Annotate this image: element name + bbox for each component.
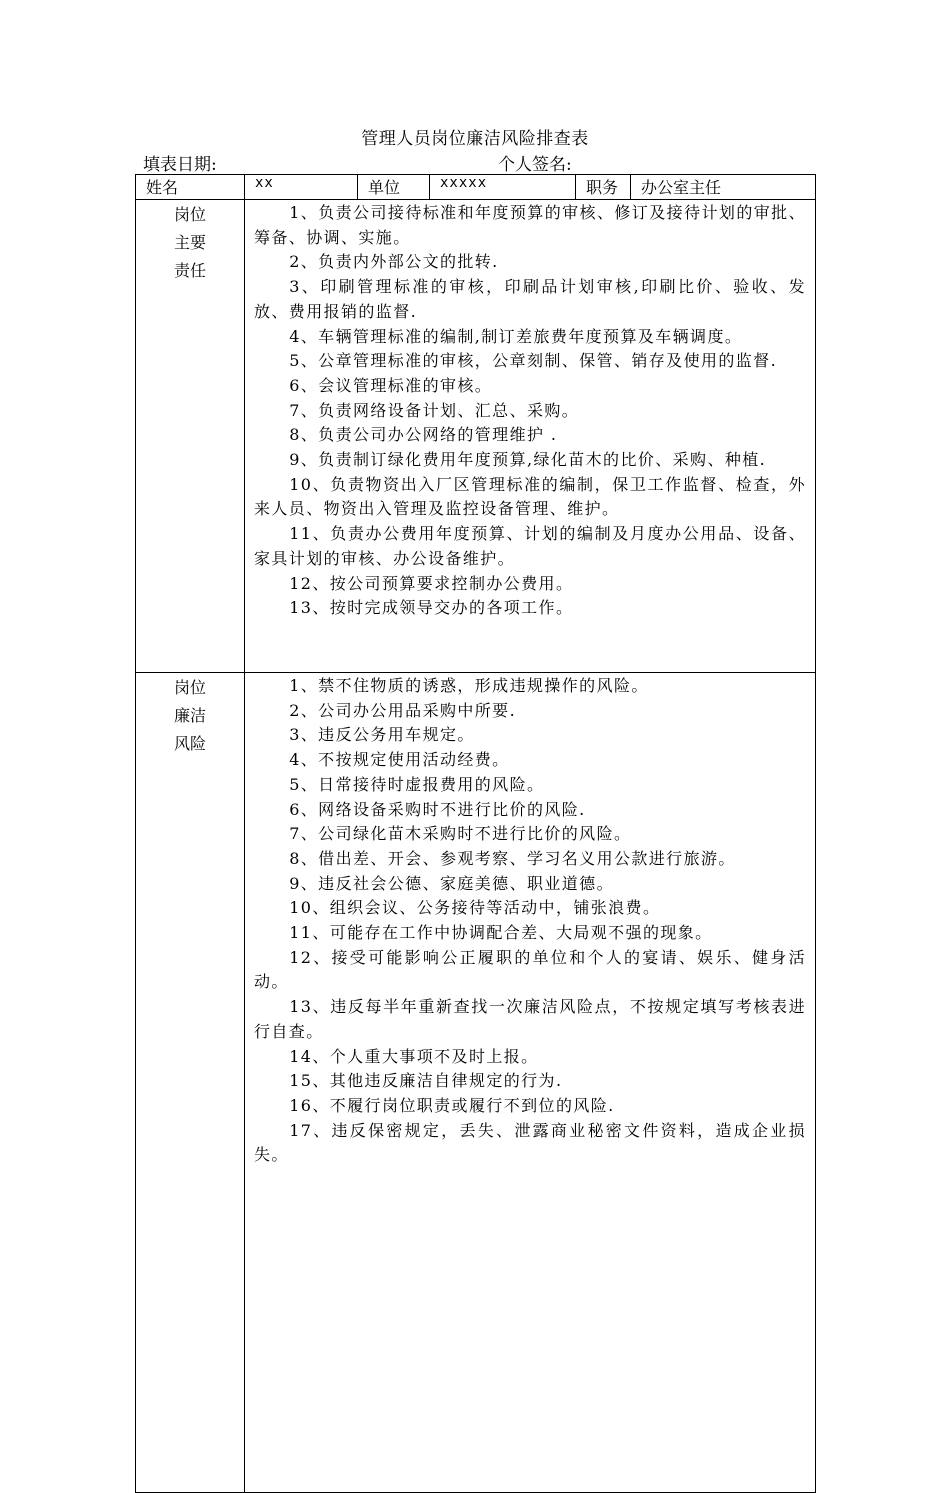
responsibility-item: 4、车辆管理标准的编制,制订差旅费年度预算及车辆调度。 <box>289 326 743 346</box>
risk-item: 14、个人重大事项不及时上报。 <box>289 1046 539 1066</box>
responsibility-item: 3、印刷管理标准的审核，印刷品计划审核,印刷比价、验收、发放、费用报销的监督. <box>254 277 806 321</box>
responsibility-item: 5、公章管理标准的审核，公章刻制、保管、销存及使用的监督. <box>289 351 778 371</box>
risks-label-line: 廉洁 <box>173 706 206 725</box>
risks-label-cell <box>136 673 245 1493</box>
header-row <box>136 175 816 200</box>
risks-label-line: 风险 <box>173 734 206 753</box>
risk-item: 7、公司绿化苗木采购时不进行比价的风险。 <box>289 824 632 844</box>
responsibilities-label-line: 责任 <box>173 261 206 280</box>
risks-content <box>245 673 816 1493</box>
signature-label: 个人签名: <box>498 155 572 175</box>
risk-item: 4、不按规定使用活动经费。 <box>289 750 510 770</box>
risk-item: 17、违反保密规定，丢失、泄露商业秘密文件资料，造成企业损失。 <box>254 1120 806 1165</box>
responsibility-item: 9、负责制订绿化费用年度预算,绿化苗木的比价、采购、种植. <box>289 450 767 470</box>
responsibility-item: 8、负责公司办公网络的管理维护 . <box>289 425 558 445</box>
risk-item: 10、组织会议、公务接待等活动中，铺张浪费。 <box>289 898 661 918</box>
responsibility-item: 6、会议管理标准的审核。 <box>289 375 493 395</box>
responsibilities-label-line: 主要 <box>173 233 206 252</box>
position-label: 职务 <box>586 178 619 197</box>
responsibilities-content <box>245 200 816 673</box>
risk-item: 6、网络设备采购时不进行比价的风险. <box>289 799 586 819</box>
risk-item: 9、违反社会公德、家庭美德、职业道德。 <box>289 873 614 893</box>
responsibility-item: 1、负责公司接待标准和年度预算的审核、修订及接待计划的审批、筹备、协调、实施。 <box>254 203 806 247</box>
responsibility-item: 10、负责物资出入厂区管理标准的编制，保卫工作监督、检查，外来人员、物资出入管理及监控设备管理、维护。 <box>254 474 806 519</box>
name-label-cell <box>136 175 245 200</box>
responsibility-item: 7、负责网络设备计划、汇总、采购。 <box>289 400 580 420</box>
unit-label: 单位 <box>368 178 401 197</box>
unit-label-cell <box>358 175 430 200</box>
risk-item: 15、其他违反廉洁自律规定的行为. <box>289 1071 563 1091</box>
risk-item: 16、不履行岗位职责或履行不到位的风险. <box>289 1095 615 1115</box>
fill-date-label: 填表日期: <box>143 155 217 175</box>
risks-row <box>136 673 816 1493</box>
unit-value: xxxxx <box>440 175 488 191</box>
responsibilities-label-line: 岗位 <box>173 205 206 224</box>
position-value: 办公室主任 <box>641 178 722 197</box>
risks-label-line: 岗位 <box>173 678 206 697</box>
risk-item: 3、违反公务用车规定。 <box>289 725 475 745</box>
risk-item: 5、日常接待时虚报费用的风险。 <box>289 774 545 794</box>
risk-item: 8、借出差、开会、参观考察、学习名义用公款进行旅游。 <box>289 848 736 868</box>
risk-check-table <box>135 174 816 1493</box>
responsibilities-row <box>136 200 816 673</box>
responsibility-item: 11、负责办公费用年度预算、计划的编制及月度办公用品、设备、家具计划的审核、办公设备维护。 <box>254 524 806 568</box>
document-title: 管理人员岗位廉洁风险排查表 <box>361 129 589 149</box>
position-label-cell <box>576 175 631 200</box>
name-value-cell <box>245 175 358 200</box>
risk-item: 13、违反每半年重新查找一次廉洁风险点，不按规定填写考核表进行自查。 <box>254 997 806 1041</box>
responsibility-item: 13、按时完成领导交办的各项工作。 <box>289 598 574 618</box>
position-value-cell <box>631 175 816 200</box>
responsibilities-label-cell <box>136 200 245 673</box>
name-label: 姓名 <box>146 178 179 197</box>
name-value: xx <box>255 175 274 191</box>
risk-item: 1、禁不住物质的诱惑，形成违规操作的风险。 <box>289 676 649 695</box>
responsibility-item: 2、负责内外部公文的批转. <box>289 252 499 272</box>
responsibility-item: 12、按公司预算要求控制办公费用。 <box>289 573 574 593</box>
risk-item: 2、公司办公用品采购中所要. <box>289 700 517 720</box>
unit-value-cell <box>430 175 576 200</box>
risk-item: 12、接受可能影响公正履职的单位和个人的宴请、娱乐、健身活动。 <box>254 947 806 992</box>
risk-item: 11、可能存在工作中协调配合差、大局观不强的现象。 <box>289 923 713 943</box>
